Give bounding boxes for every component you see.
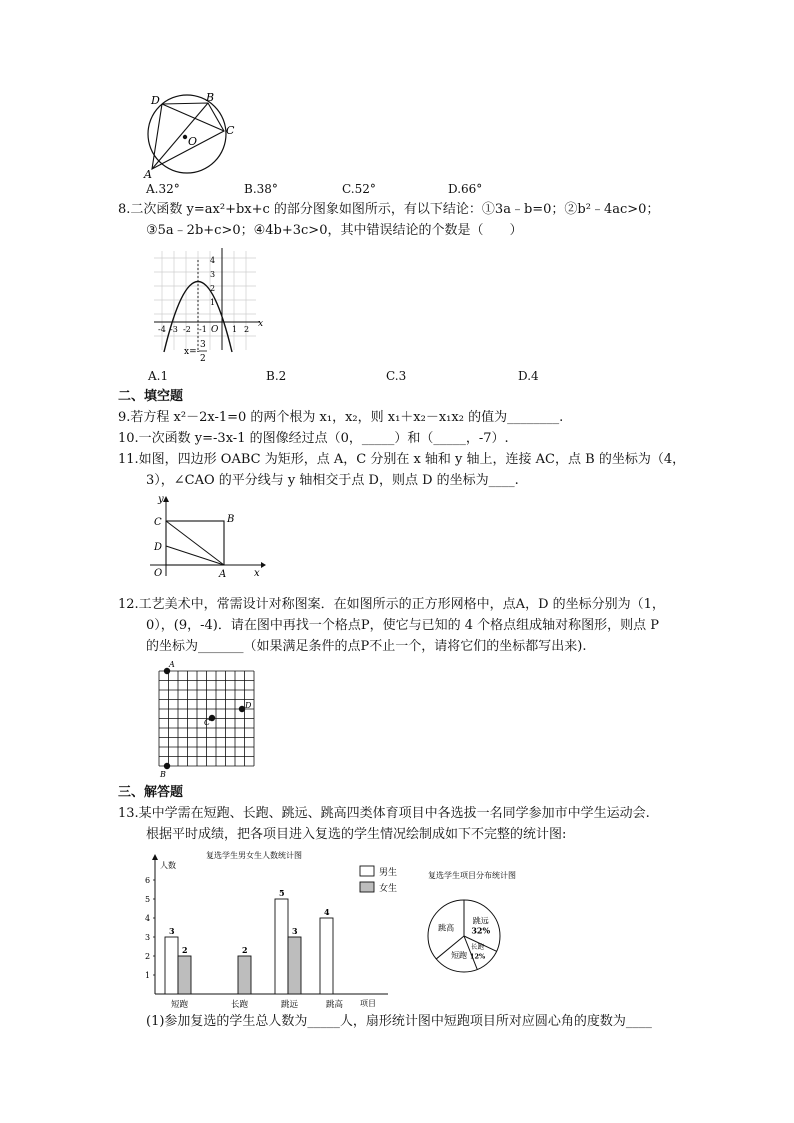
section-fill-in-heading: 二、填空题 [118,389,184,404]
bar-male [165,937,178,994]
q12-stem-line3: 的坐标为_______（如果满足条件的点P不止一个，请将它们的坐标都写出来). [146,639,587,654]
q11-stem-line1: 11.如图，四边形 OABC 为矩形，点 A，C 分别在 x 轴和 y 轴上，连接 AC，点 B 的坐标为（4， [118,452,686,467]
y-tick-label: 4 [145,914,151,923]
q8-grid [154,251,256,350]
bar-chart-ylabel: 人数 [160,861,176,870]
pie-slice-percent: 32% [471,925,491,936]
q12-stem-line1: 12.工艺美术中，常需设计对称图案．在如图所示的正方形网格中，点A，D 的坐标分别为（1， [118,597,665,612]
q12-square-grid [150,660,260,780]
legend-swatch-male [360,866,374,876]
q10-stem: 10.一次函数 y=-3x-1 的图像经过点（0，_____）和（_____，-7）. [118,431,509,446]
label-o: O [188,135,198,148]
bar-male [275,899,288,994]
bar-chart-categories [171,999,344,1008]
category-label: 跳远 [281,1000,299,1008]
q8-ytick-2: 2 [210,284,216,293]
q8-ytick-3: 3 [210,270,216,279]
category-label: 长跑 [231,1000,249,1008]
bar-female [288,937,301,994]
bar-chart-title: 复选学生男女生人数统计图 [206,851,302,860]
q13-subquestion-1: (1)参加复选的学生总人数为_____人，扇形统计图中短跑项目所对应圆心角的度数为____ [146,1014,652,1029]
pie-slice-label: 短跑 [451,951,468,961]
bar-chart-y-arrow [152,854,158,860]
q11-label-a: A [219,569,227,580]
q7-circle-figure [140,92,240,182]
legend-swatch-female [360,882,374,892]
bar-male [320,918,333,994]
q8-xtick-1: 1 [232,325,238,334]
q8-option-b[interactable]: B.2 [266,369,287,383]
q11-label-d: D [154,542,163,553]
bar-value-label: 3 [169,926,175,936]
pie-chart [420,862,550,992]
pie-slice-label: 跳高 [438,923,455,933]
q8-origin-label: O [211,325,219,335]
q11-label-o: O [154,568,163,579]
q12-point-b [164,763,170,769]
q11-label-x: x [254,568,260,579]
q8-stem-line2: ③5a﹣2b+c>0；④4b+3c>0，其中错误结论的个数是（ ） [146,223,523,238]
bar-female [238,956,251,994]
q11-x-arrow [261,562,266,568]
bar-value-label: 2 [242,945,248,955]
label-b: B [206,92,215,104]
y-tick-label: 6 [145,876,151,885]
q11-diagonal-ac [166,521,224,565]
bar-female [178,956,191,994]
bar-chart-bars [165,888,333,994]
pie-slice-percent: 12% [469,952,486,961]
q11-rectangle-figure [146,492,266,580]
q8-axis-note-numerator: 3 [200,340,206,350]
q8-parabola-graph [148,246,270,366]
bar-value-label: 5 [279,888,285,898]
q11-label-c: C [154,517,162,528]
label-a: A [144,168,152,181]
q8-ytick-4: 4 [210,256,216,265]
q8-xtick-m1: -1 [199,325,207,334]
q12-label-d: D [245,701,252,710]
q11-bisector-ad [166,546,224,565]
q12-stem-line2: 0），(9，-4)．请在图中再找一个格点P，使它与已知的 4 个格点组成轴对称图形，则点 P [146,618,660,633]
legend-label-male: 男生 [379,868,398,878]
q7-option-c[interactable]: C.52° [342,182,376,196]
label-d: D [151,94,160,107]
q7-option-a[interactable]: A.32° [146,182,180,196]
q12-label-a: A [169,660,175,669]
pie-chart-title: 复选学生项目分布统计图 [428,871,516,880]
q7-option-d[interactable]: D.66° [448,182,483,196]
q11-stem-line2: 3），∠CAO 的平分线与 y 轴相交于点 D，则点 D 的坐标为____. [146,473,519,488]
category-label: 跳高 [326,1000,344,1008]
bar-value-label: 4 [324,907,330,917]
bar-value-label: 3 [292,926,298,936]
legend-label-female: 女生 [379,884,398,894]
q8-option-c[interactable]: C.3 [386,369,407,383]
q11-label-b: B [227,514,235,525]
q8-x-label: x [258,319,264,329]
section-answer-heading: 三、解答题 [118,785,184,800]
q8-xtick-m3: -3 [170,325,178,334]
pie-slice-label: 跳远 [472,916,489,926]
q8-stem-line1: 8.二次函数 y=ax²+bx+c 的部分图象如图所示，有以下结论：①3a﹣b=0；②b²﹣4ac>0； [118,202,660,217]
label-c: C [226,124,235,137]
bar-chart-y-ticks [145,876,155,980]
q11-label-y: y [158,494,164,505]
pie-slices [428,900,500,972]
q13-stem-line1: 13.某中学需在短跑、长跑、跳远、跳高四类体育项目中各选拔一名同学参加市中学生运动会. [118,806,650,821]
q8-axis-note-denominator: 2 [200,354,206,364]
y-tick-label: 2 [145,952,151,961]
q12-label-b: B [160,770,166,779]
q12-label-c: C [204,718,211,727]
q8-axis-note: x=- [184,347,200,357]
y-tick-label: 1 [145,971,151,980]
q8-option-d[interactable]: D.4 [518,369,539,383]
q13-stem-line2: 根据平时成绩，把各项目进入复选的学生情况绘制成如下不完整的统计图: [146,827,567,842]
q7-option-b[interactable]: B.38° [244,182,278,196]
q11-y-arrow [163,496,169,502]
q8-xtick-m2: -2 [183,325,191,334]
bar-chart [140,848,410,1008]
bar-value-label: 2 [182,945,188,955]
q9-stem: 9.若方程 x²－2x-1=0 的两个根为 x₁，x₂，则 x₁＋x₂－x₁x₂ 的值为________. [118,410,564,425]
y-tick-label: 3 [145,933,151,942]
q8-xtick-2: 2 [244,325,250,334]
pie-slice-label: 长跑 [471,942,485,951]
category-label: 短跑 [171,1000,189,1008]
q8-ytick-1: 1 [210,298,216,307]
y-tick-label: 5 [145,895,151,904]
q8-option-a[interactable]: A.1 [148,369,169,383]
bar-chart-xlabel: 项目 [360,999,376,1008]
center-point [183,135,187,139]
q7-chord-dc [162,104,224,131]
q8-xtick-m4: -4 [158,325,166,334]
